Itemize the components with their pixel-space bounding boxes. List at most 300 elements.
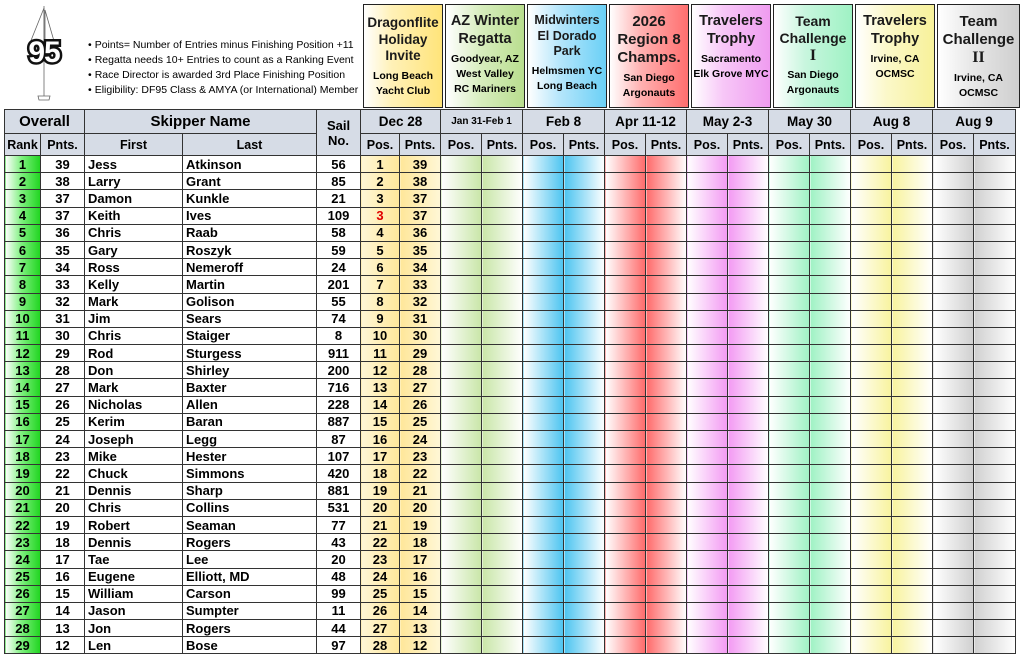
position-cell <box>851 602 892 619</box>
position-cell <box>687 379 728 396</box>
position-cell <box>933 224 974 241</box>
points-cell <box>482 620 523 637</box>
sail-number-cell: 109 <box>317 207 361 224</box>
last-name-cell: Sears <box>183 310 317 327</box>
overall-points-cell: 30 <box>41 327 85 344</box>
points-cell <box>564 241 605 258</box>
sail-number-cell: 85 <box>317 173 361 190</box>
points-cell <box>482 602 523 619</box>
table-row <box>5 568 1016 585</box>
position-cell <box>933 190 974 207</box>
last-name-cell: Lee <box>183 551 317 568</box>
overall-points-cell: 34 <box>41 259 85 276</box>
points-cell <box>974 465 1016 482</box>
points-cell: 35 <box>400 241 441 258</box>
position-cell <box>687 499 728 516</box>
points-cell <box>564 465 605 482</box>
points-cell <box>646 585 687 602</box>
points-cell <box>728 585 769 602</box>
points-cell <box>564 431 605 448</box>
position-cell <box>933 293 974 310</box>
points-cell <box>646 241 687 258</box>
table-row <box>5 551 1016 568</box>
position-cell <box>687 534 728 551</box>
event-name-line: El Dorado <box>537 28 597 43</box>
position-cell <box>769 379 810 396</box>
first-name-cell: Tae <box>85 551 183 568</box>
position-cell: 23 <box>361 551 400 568</box>
points-cell <box>892 516 933 533</box>
points-cell <box>646 431 687 448</box>
points-cell <box>728 310 769 327</box>
rank-cell: 3 <box>5 190 41 207</box>
first-name-cell: Jess <box>85 156 183 173</box>
position-cell <box>687 241 728 258</box>
event-name-line: AZ Winter <box>450 13 520 29</box>
points-cell <box>810 516 851 533</box>
position-cell <box>851 173 892 190</box>
event-location <box>938 71 1019 101</box>
points-cell: 22 <box>400 465 441 482</box>
points-cell <box>646 568 687 585</box>
table-row <box>5 293 1016 310</box>
points-cell <box>892 413 933 430</box>
points-cell <box>974 379 1016 396</box>
points-cell <box>974 602 1016 619</box>
last-name-cell: Roszyk <box>183 241 317 258</box>
points-cell: 20 <box>400 499 441 516</box>
header-row-top <box>5 110 1016 134</box>
position-cell <box>769 516 810 533</box>
points-cell <box>892 293 933 310</box>
points-cell <box>974 207 1016 224</box>
points-cell: 31 <box>400 310 441 327</box>
rank-cell: 25 <box>5 568 41 585</box>
event-location-line: Argonauts <box>786 84 840 96</box>
event-location-line: Goodyear, AZ <box>451 53 519 65</box>
position-cell <box>687 637 728 654</box>
last-name-cell: Allen <box>183 396 317 413</box>
points-cell <box>810 465 851 482</box>
table-row <box>5 362 1016 379</box>
position-cell <box>605 379 646 396</box>
points-cell <box>810 190 851 207</box>
points-header: Pnts. <box>482 134 523 156</box>
points-cell <box>646 327 687 344</box>
points-cell <box>974 413 1016 430</box>
position-cell <box>769 448 810 465</box>
points-header: Pnts. <box>646 134 687 156</box>
position-cell <box>687 413 728 430</box>
sail-number-cell: 87 <box>317 431 361 448</box>
first-name-cell: Nicholas <box>85 396 183 413</box>
overall-points-cell: 24 <box>41 431 85 448</box>
position-cell <box>933 396 974 413</box>
rank-cell: 9 <box>5 293 41 310</box>
sail-number-cell: 420 <box>317 465 361 482</box>
event-location-line: Helmsmen YC <box>531 64 603 77</box>
position-cell: 24 <box>361 568 400 585</box>
points-header: Pnts. <box>400 134 441 156</box>
event-name-line: Dragonflite <box>367 15 439 30</box>
rank-cell: 11 <box>5 327 41 344</box>
table-row <box>5 534 1016 551</box>
points-cell <box>810 173 851 190</box>
position-cell: 21 <box>361 516 400 533</box>
position-cell <box>933 345 974 362</box>
first-name-cell: Mike <box>85 448 183 465</box>
points-cell <box>810 276 851 293</box>
first-name-cell: Damon <box>85 190 183 207</box>
position-cell <box>605 310 646 327</box>
points-cell <box>646 293 687 310</box>
last-name-cell: Rogers <box>183 534 317 551</box>
table-row <box>5 465 1016 482</box>
position-cell <box>523 551 564 568</box>
points-cell: 23 <box>400 448 441 465</box>
position-cell <box>605 259 646 276</box>
points-cell: 30 <box>400 327 441 344</box>
position-cell <box>523 482 564 499</box>
position-cell <box>933 156 974 173</box>
position-cell <box>441 448 482 465</box>
event-location <box>692 52 770 82</box>
event-date-1: Dec 28 <box>361 110 441 134</box>
points-cell <box>482 637 523 654</box>
points-cell <box>646 396 687 413</box>
points-cell <box>974 173 1016 190</box>
overall-points-cell: 27 <box>41 379 85 396</box>
rank-cell: 28 <box>5 620 41 637</box>
points-cell <box>892 551 933 568</box>
event-name-line: Invite <box>385 48 421 63</box>
position-cell <box>687 276 728 293</box>
position-cell <box>605 293 646 310</box>
points-cell <box>564 448 605 465</box>
points-cell <box>564 637 605 654</box>
position-cell <box>605 465 646 482</box>
points-cell <box>646 207 687 224</box>
position-cell <box>933 448 974 465</box>
position-cell <box>769 190 810 207</box>
last-name-cell: Atkinson <box>183 156 317 173</box>
event-name-line: Park <box>553 44 581 58</box>
first-name-cell: Jim <box>85 310 183 327</box>
position-cell <box>523 602 564 619</box>
position-cell <box>605 241 646 258</box>
points-cell <box>974 516 1016 533</box>
points-cell <box>974 499 1016 516</box>
position-cell <box>605 516 646 533</box>
position-cell <box>769 327 810 344</box>
last-name-cell: Sturgess <box>183 345 317 362</box>
first-name-cell: Jon <box>85 620 183 637</box>
position-cell <box>605 413 646 430</box>
position-cell <box>769 620 810 637</box>
overall-points-cell: 39 <box>41 156 85 173</box>
position-cell <box>441 516 482 533</box>
points-cell <box>810 534 851 551</box>
first-name-cell: Chris <box>85 499 183 516</box>
event-name-line: 2026 <box>632 13 666 30</box>
rank-cell: 8 <box>5 276 41 293</box>
points-cell <box>892 465 933 482</box>
position-cell <box>851 534 892 551</box>
position-cell <box>605 620 646 637</box>
first-name-cell: William <box>85 585 183 602</box>
position-cell <box>933 241 974 258</box>
first-header: First <box>85 134 183 156</box>
points-cell <box>482 156 523 173</box>
position-cell <box>933 499 974 516</box>
position-cell <box>441 259 482 276</box>
event-header-8 <box>937 4 1020 108</box>
position-cell <box>933 276 974 293</box>
event-location <box>528 64 606 94</box>
position-cell <box>441 362 482 379</box>
points-cell <box>728 499 769 516</box>
event-location-line: RC Mariners <box>454 83 516 95</box>
sail-number-cell: 56 <box>317 156 361 173</box>
position-cell <box>687 173 728 190</box>
position-cell: 26 <box>361 602 400 619</box>
points-cell <box>892 241 933 258</box>
position-cell <box>441 276 482 293</box>
position-cell <box>441 465 482 482</box>
table-row <box>5 241 1016 258</box>
position-cell <box>851 156 892 173</box>
last-name-cell: Elliott, MD <box>183 568 317 585</box>
position-cell <box>441 156 482 173</box>
position-cell <box>687 620 728 637</box>
position-cell <box>851 568 892 585</box>
sail-number-cell: 58 <box>317 224 361 241</box>
points-cell: 12 <box>400 637 441 654</box>
points-cell <box>728 465 769 482</box>
overall-points-cell: 26 <box>41 396 85 413</box>
position-cell <box>933 534 974 551</box>
event-header-5 <box>691 4 771 108</box>
position-cell <box>851 465 892 482</box>
sail-header-line2: No. <box>328 132 349 148</box>
points-cell <box>646 602 687 619</box>
first-name-cell: Ross <box>85 259 183 276</box>
points-cell <box>892 602 933 619</box>
points-cell: 16 <box>400 568 441 585</box>
first-name-cell: Chris <box>85 327 183 344</box>
points-cell <box>892 156 933 173</box>
points-cell <box>482 413 523 430</box>
overall-points-cell: 16 <box>41 568 85 585</box>
position-cell <box>851 551 892 568</box>
last-name-cell: Shirley <box>183 362 317 379</box>
position-cell: 1 <box>361 156 400 173</box>
position-cell <box>687 516 728 533</box>
position-cell <box>441 207 482 224</box>
position-cell <box>441 431 482 448</box>
points-cell <box>728 620 769 637</box>
points-cell <box>974 224 1016 241</box>
position-cell <box>523 516 564 533</box>
position-cell: 2 <box>361 173 400 190</box>
sail-number-cell: 531 <box>317 499 361 516</box>
sail-number-cell: 59 <box>317 241 361 258</box>
event-name-line: Team <box>795 13 831 29</box>
points-cell: 25 <box>400 413 441 430</box>
first-name-cell: Gary <box>85 241 183 258</box>
points-header: Pnts. <box>564 134 605 156</box>
position-cell <box>605 207 646 224</box>
overall-points-cell: 22 <box>41 465 85 482</box>
position-cell <box>441 413 482 430</box>
event-location-line: OCMSC <box>958 87 999 99</box>
points-cell <box>482 190 523 207</box>
position-cell <box>523 448 564 465</box>
position-cell <box>769 396 810 413</box>
event-location <box>610 71 688 101</box>
points-cell <box>728 362 769 379</box>
position-cell: 14 <box>361 396 400 413</box>
position-cell <box>523 207 564 224</box>
position-cell <box>523 413 564 430</box>
event-name-line: Champs. <box>617 49 681 66</box>
points-cell <box>646 516 687 533</box>
position-cell <box>851 362 892 379</box>
last-name-cell: Martin <box>183 276 317 293</box>
table-row <box>5 345 1016 362</box>
standings-body <box>5 156 1016 654</box>
position-cell <box>687 431 728 448</box>
table-row <box>5 207 1016 224</box>
last-name-cell: Hester <box>183 448 317 465</box>
points-cell <box>810 224 851 241</box>
table-row <box>5 448 1016 465</box>
position-cell <box>605 482 646 499</box>
points-cell <box>892 637 933 654</box>
position-cell <box>605 276 646 293</box>
points-cell <box>810 551 851 568</box>
points-cell <box>564 602 605 619</box>
points-cell <box>810 448 851 465</box>
points-cell <box>564 499 605 516</box>
table-row <box>5 637 1016 654</box>
points-cell: 27 <box>400 379 441 396</box>
position-cell <box>605 345 646 362</box>
first-name-cell: Keith <box>85 207 183 224</box>
position-cell <box>769 241 810 258</box>
position-cell <box>605 327 646 344</box>
position-cell <box>851 241 892 258</box>
points-cell <box>728 482 769 499</box>
points-cell <box>810 207 851 224</box>
points-cell <box>810 431 851 448</box>
first-name-cell: Jason <box>85 602 183 619</box>
sail-number-cell: 24 <box>317 259 361 276</box>
points-cell <box>892 327 933 344</box>
first-name-cell: Mark <box>85 293 183 310</box>
points-cell <box>728 551 769 568</box>
position-cell: 19 <box>361 482 400 499</box>
points-cell <box>892 620 933 637</box>
position-cell <box>523 431 564 448</box>
position-cell <box>851 310 892 327</box>
position-cell <box>523 362 564 379</box>
position-cell <box>441 499 482 516</box>
position-cell <box>523 293 564 310</box>
points-cell <box>646 482 687 499</box>
sail-number-cell: 107 <box>317 448 361 465</box>
position-cell <box>851 293 892 310</box>
last-name-cell: Staiger <box>183 327 317 344</box>
position-cell <box>441 551 482 568</box>
position-cell <box>605 396 646 413</box>
event-location-line: San Diego <box>787 69 839 81</box>
points-cell <box>564 259 605 276</box>
sail-number-cell: 200 <box>317 362 361 379</box>
points-cell <box>564 568 605 585</box>
points-cell <box>728 516 769 533</box>
points-cell <box>564 276 605 293</box>
overall-points-cell: 14 <box>41 602 85 619</box>
table-row <box>5 190 1016 207</box>
points-cell <box>646 499 687 516</box>
event-name-line: Holiday <box>378 31 428 47</box>
points-cell <box>564 620 605 637</box>
position-cell: 25 <box>361 585 400 602</box>
position-cell: 16 <box>361 431 400 448</box>
points-cell <box>482 345 523 362</box>
table-row <box>5 224 1016 241</box>
event-date-6: May 30 <box>769 110 851 134</box>
position-cell <box>933 551 974 568</box>
position-cell <box>441 345 482 362</box>
points-cell <box>482 534 523 551</box>
position-cell <box>605 448 646 465</box>
event-location-line: San Diego <box>623 72 675 84</box>
points-cell <box>892 379 933 396</box>
points-cell <box>892 259 933 276</box>
table-row <box>5 173 1016 190</box>
table-row <box>5 413 1016 430</box>
points-cell <box>482 362 523 379</box>
points-cell <box>974 327 1016 344</box>
last-name-cell: Sharp <box>183 482 317 499</box>
event-name-line: I <box>809 47 817 64</box>
points-cell <box>564 534 605 551</box>
event-name-line: Team <box>959 13 998 30</box>
points-cell <box>810 293 851 310</box>
rank-cell: 22 <box>5 516 41 533</box>
points-cell <box>728 413 769 430</box>
points-cell <box>728 293 769 310</box>
position-cell <box>933 431 974 448</box>
rank-cell: 21 <box>5 499 41 516</box>
first-name-cell: Mark <box>85 379 183 396</box>
first-name-cell: Joseph <box>85 431 183 448</box>
event-date-7: Aug 8 <box>851 110 933 134</box>
points-cell <box>564 585 605 602</box>
points-cell <box>564 173 605 190</box>
position-cell <box>687 482 728 499</box>
position-cell <box>605 637 646 654</box>
event-name-line: Challenge <box>942 31 1015 48</box>
rule-item: • Points= Number of Entries minus Finishing Position +11 <box>88 38 360 53</box>
position-cell: 28 <box>361 637 400 654</box>
points-cell: 32 <box>400 293 441 310</box>
points-cell <box>646 379 687 396</box>
points-cell <box>974 362 1016 379</box>
last-name-cell: Ives <box>183 207 317 224</box>
